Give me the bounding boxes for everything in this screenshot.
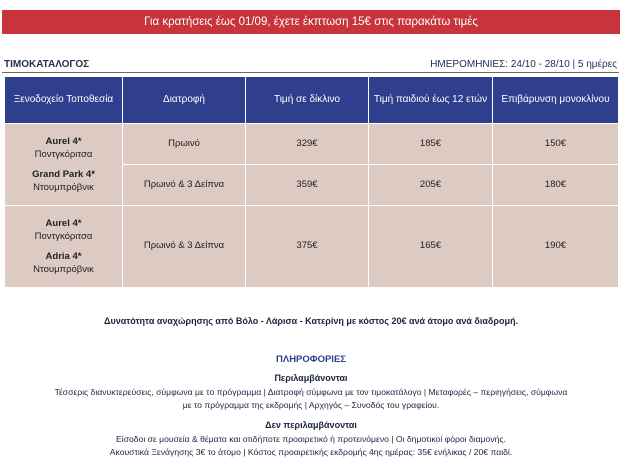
child-price-cell: 185€	[369, 124, 493, 165]
discount-banner-text: Για κρατήσεις έως 01/09, έχετε έκπτωση 15€ στις παρακάτω τιμές	[144, 16, 478, 28]
board-cell: Πρωινό & 3 Δείπνα	[123, 165, 246, 206]
single-supplement-cell: 180€	[493, 165, 619, 206]
discount-banner	[2, 10, 620, 34]
excluded-title: Δεν περιλαμβάνονται	[265, 420, 357, 430]
included-line-1: Τέσσερις διανυκτερεύσεις, σύμφωνα με το πρόγραμμα | Διατροφή σύμφωνα με τον τιμοκατάλογο | Μεταφορές – περιηγήσεις, σύμφωνα	[54, 387, 568, 397]
hotel-location: Ντουμπρόβνικ	[33, 181, 94, 193]
departure-note: Δυνατότητα αναχώρησης από Βόλο - Λάρισα - Κατερίνη με κόστος 20€ ανά άτομο ανά διαδρομή.	[104, 316, 518, 326]
hotel-location: Ποντγκόριτσα	[34, 231, 93, 243]
double-price-cell: 375€	[246, 206, 369, 288]
header-board: Διατροφή	[123, 77, 246, 124]
excluded-line-2: Ακουστικά Ξενάγησης 3€ το άτομο | Κόστος προαιρετικής εκδρομής 4ης ημέρας: 35€ ενήλικας / 20€ παιδί.	[109, 447, 513, 457]
included-title: Περιλαμβάνονται	[274, 373, 348, 383]
hotel-name: Aurel 4*	[45, 217, 82, 229]
excluded-line-1: Είσοδοι σε μουσεία & θέματα και οτιδήποτε προαιρετικό ή προτεινόμενο | Οι δημοτικοί φόροι διαμονής.	[116, 434, 506, 444]
table-row	[5, 124, 619, 165]
hotel-cell-group-2	[5, 206, 123, 288]
hotel-location: Ποντγκόριτσα	[34, 149, 93, 161]
included-line-2: με το πρόγραμμα της εκδρομής | Αρχηγός – Συνοδός του γραφείου.	[182, 400, 440, 410]
board-cell: Πρωινό	[123, 124, 246, 165]
child-price-cell: 165€	[369, 206, 493, 288]
board-cell: Πρωινό & 3 Δείπνα	[123, 206, 246, 288]
price-list-title: ΤΙΜΟΚΑΤΑΛΟΓΟΣ	[4, 59, 90, 70]
table-header-row	[5, 77, 619, 124]
child-price-cell: 205€	[369, 165, 493, 206]
hotel-cell-group-1	[5, 124, 123, 206]
hotel-location: Ντουμπρόβνικ	[33, 263, 94, 275]
single-supplement-cell: 150€	[493, 124, 619, 165]
price-table	[4, 76, 619, 288]
header-double-price: Τιμή σε δίκλινο	[246, 77, 369, 124]
hotel-name: Adria 4*	[45, 250, 82, 262]
double-price-cell: 329€	[246, 124, 369, 165]
travel-dates: ΗΜΕΡΟΜΗΝΙΕΣ: 24/10 - 28/10 | 5 ημέρες	[430, 59, 617, 70]
hotel-name: Grand Park 4*	[32, 168, 95, 180]
single-supplement-cell: 190€	[493, 206, 619, 288]
hotel-name: Aurel 4*	[45, 135, 82, 147]
double-price-cell: 359€	[246, 165, 369, 206]
header-single-supplement: Επιβάρυνση μονοκλίνου	[493, 77, 619, 124]
header-hotel: Ξενοδοχείο Τοποθεσία	[5, 77, 123, 124]
info-title: ΠΛΗΡΟΦΟΡΙΕΣ	[276, 354, 346, 365]
header-child-price: Τιμή παιδιού έως 12 ετών	[369, 77, 493, 124]
price-list-meta	[2, 58, 619, 73]
table-row	[5, 206, 619, 288]
